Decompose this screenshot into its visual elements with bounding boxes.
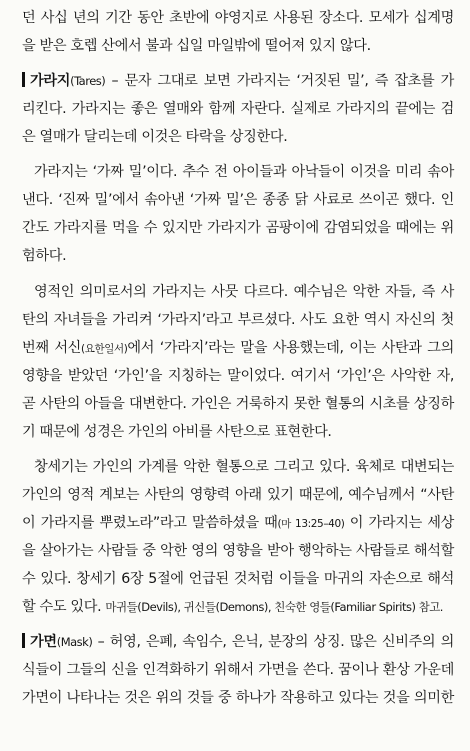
text-line: 곧 사탄의 아들을 대변한다. 가인은 거룩하지 못한 혈통의 시초를 상징하 — [22, 396, 454, 412]
text-line: 던 사십 년의 기간 동안 초반에 야영지로 사용된 장소다. 모세가 십계명 — [22, 10, 454, 26]
entry-marker — [22, 72, 25, 87]
text-line: 영향을 받았던 ‘가인’을 지칭하는 말이었다. 여기서 ‘가인’은 사악한 자, — [22, 368, 454, 384]
see-also-reference: 마귀들(Devils), 귀신들(Demons), 친숙한 영들(Familiar Spirits) 참고. — [105, 600, 443, 614]
text-line: 리킨다. 가라지는 좋은 열매와 함께 자란다. 실제로 가라지의 끝에는 검 — [22, 101, 454, 117]
text-line: 간도 가라지를 먹을 수 있지만 가라지가 곰팡이에 감염되었을 때에는 위 — [22, 220, 454, 236]
text-line-with-reference — [22, 514, 454, 533]
text-line: 은 열매가 달리는데 이것은 타락을 상징한다. — [22, 129, 288, 145]
bible-reference: (요한일서) — [81, 343, 128, 355]
text-segment: 번째 서신 — [22, 340, 82, 356]
text-line: 영적인 의미로서의 가라지는 사뭇 다르다. 예수님은 악한 자들, 즉 사 — [34, 284, 454, 300]
text-segment: – 문자 그대로 보면 가라지는 ‘거짓된 밀’, 즉 잡초를 가 — [105, 73, 454, 89]
text-line: 창세기는 가인의 가계를 악한 혈통으로 그리고 있다. 육체로 대변되는 — [34, 459, 454, 475]
text-line: 가라지는 ‘가짜 밀’이다. 추수 전 아이들과 아낙들이 이것을 미리 솎아 — [34, 164, 454, 180]
entry-term: 가라지 — [30, 73, 71, 89]
text-line: 낸다. ‘진짜 밀’에서 솎아낸 ‘가짜 밀’은 종종 닭 사료로 쓰이곤 했다. 인 — [22, 192, 454, 208]
entry-term-english: (Tares) — [70, 74, 106, 88]
entry-term: 가면 — [30, 634, 57, 650]
text-line: 식들이 그들의 신을 인격화하기 위해서 가면을 쓴다. 꿈이나 환상 가운데 — [22, 662, 454, 678]
text-line: 기 때문에 성경은 가인의 아비를 사탄으로 표현한다. — [22, 424, 332, 440]
text-segment: 이 가라지를 뿌렸노라”라고 말씀하셨을 때 — [22, 515, 278, 531]
text-line: 가면이 나타나는 것은 위의 것들 중 하나가 작용하고 있다는 것을 의미한 — [22, 690, 454, 706]
entry-term-english: (Mask) — [56, 635, 93, 649]
text-segment: – 허영, 은폐, 속임수, 은닉, 분장의 상징. 많은 신비주의 의 — [92, 634, 454, 650]
text-line: 험하다. — [22, 248, 67, 264]
text-line-with-reference — [22, 339, 454, 358]
text-line: 가인의 영적 계보는 사탄의 영향력 아래 있기 때문에, 예수님께서 “사탄 — [22, 487, 454, 503]
text-line: 을 받은 호렙 산에서 불과 십일 마일밖에 떨어져 있지 않다. — [22, 38, 371, 54]
text-segment: 에서 ‘가라지’라는 말을 사용했는데, 이는 사탄과 그의 — [127, 340, 454, 356]
text-line-with-reference — [22, 598, 454, 616]
text-line: 수 있다. 창세기 6장 5절에 언급된 것처럼 이들을 마귀의 자손으로 해석 — [22, 571, 454, 587]
entry-mask-line — [22, 633, 454, 651]
text-line: 탄의 자녀들을 가리켜 ‘가라지’라고 부르셨다. 사도 요한 역시 자신의 첫 — [22, 312, 454, 328]
entry-marker — [22, 633, 25, 648]
text-line: 을 살아가는 사람들 중 악한 영의 영향을 받아 행악하는 사람들로 해석할 — [22, 543, 454, 559]
bible-reference: (마 13:25–40) — [277, 518, 345, 530]
entry-tares-line — [22, 72, 454, 90]
text-segment: 할 수도 있다. — [22, 599, 106, 615]
text-segment: 이 가라지는 세상 — [344, 515, 455, 531]
